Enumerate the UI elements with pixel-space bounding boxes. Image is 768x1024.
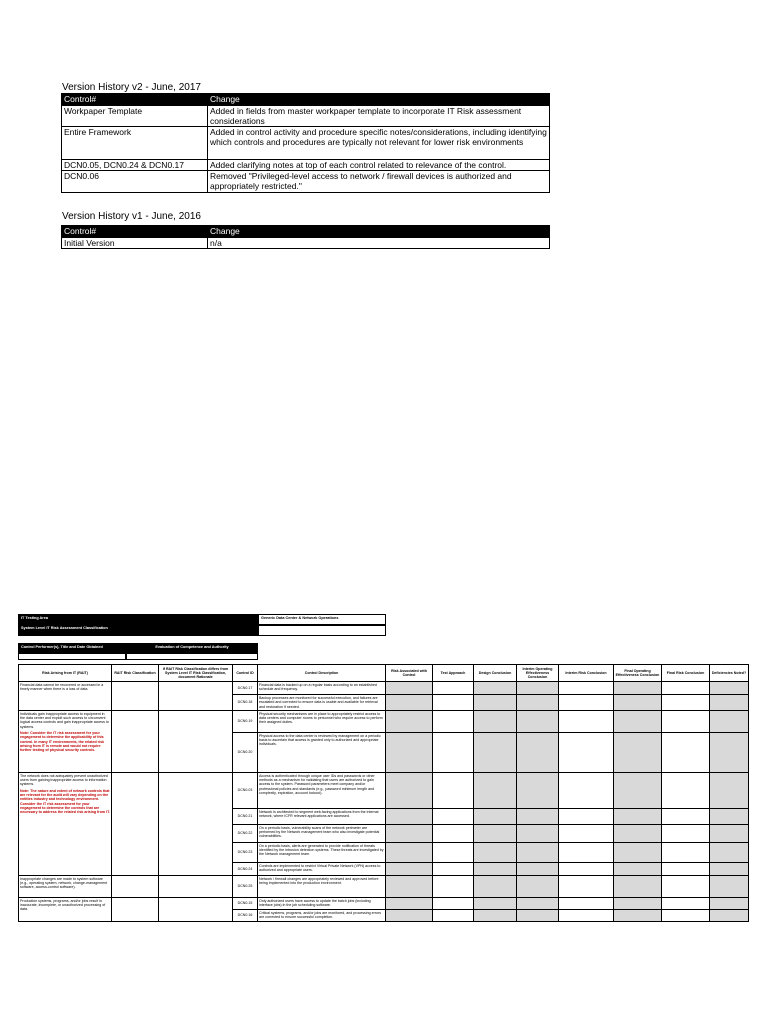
control-cell: DCN0.06 — [62, 171, 208, 193]
table-row — [19, 897, 749, 909]
result-cell — [559, 909, 614, 921]
result-cell — [662, 808, 710, 824]
rait-class-cell — [112, 897, 159, 921]
result-cell — [474, 682, 517, 695]
result-cell — [559, 862, 614, 875]
result-cell — [433, 909, 474, 921]
result-cell — [614, 824, 662, 842]
result-cell — [474, 710, 517, 732]
table-row — [19, 710, 749, 732]
change-cell: Added in fields from master workpaper template to incorporate IT Risk assessment considerations — [208, 106, 550, 127]
control-id: DCN0.25 — [233, 875, 258, 897]
result-cell — [517, 875, 559, 897]
result-cell — [517, 695, 559, 711]
control-id: DCN0.20 — [233, 732, 258, 772]
result-cell — [433, 842, 474, 862]
result-cell — [433, 710, 474, 732]
control-desc: Critical systems, programs, and/or jobs are monitored, and processing errors are corrected to ensure successful completion. — [258, 909, 386, 921]
result-cell — [614, 897, 662, 909]
result-cell — [386, 682, 433, 695]
column-header: Interim Operating Effectiveness Conclusion — [517, 665, 559, 682]
control-id: DCN0.15 — [233, 897, 258, 909]
result-cell — [386, 772, 433, 808]
result-cell — [559, 732, 614, 772]
rait-class-cell — [112, 682, 159, 711]
control-cell: Initial Version — [62, 238, 208, 249]
column-header: Risk Arising from IT (RAIT) — [19, 665, 112, 682]
result-cell — [614, 909, 662, 921]
result-cell — [614, 842, 662, 862]
result-cell — [710, 824, 749, 842]
rait-class-cell — [112, 772, 159, 875]
column-header: Control ID — [233, 665, 258, 682]
result-cell — [386, 732, 433, 772]
result-cell — [662, 875, 710, 897]
table-header-row — [62, 94, 550, 106]
table-row — [62, 171, 550, 193]
result-cell — [474, 909, 517, 921]
control-cell: DCN0.05, DCN0.24 & DCN0.17 — [62, 160, 208, 171]
risk-cell: Production systems, programs, and/or jobs result in inaccurate, incomplete, or unauthorized processing of data. — [19, 897, 112, 921]
control-desc: Access is authenticated through unique user IDs and passwords or other methods as a mechanism for validating that users are authorized to gain access to the system. Password parameters meet company and/or professional policies and standards (e.g., password minimum length and complexity, expiration, account lockout). — [258, 772, 386, 808]
control-desc: On a periodic basis, vulnerability scans of the network perimeter are performed by the Network management team who also investigate potential vulnerabilities. — [258, 824, 386, 842]
result-cell — [662, 842, 710, 862]
result-cell — [386, 808, 433, 824]
result-cell — [559, 842, 614, 862]
classification-value — [258, 625, 386, 636]
result-cell — [614, 710, 662, 732]
column-header: Risk Associated with Control — [386, 665, 433, 682]
result-cell — [517, 897, 559, 909]
control-id: DCN0.16 — [233, 909, 258, 921]
result-cell — [710, 808, 749, 824]
result-cell — [614, 682, 662, 695]
result-cell — [559, 875, 614, 897]
control-desc: Backup processes are monitored for successful execution, and failures are escalated and corrected to ensure data is usable and available for retrieval and restoration if needed. — [258, 695, 386, 711]
result-cell — [710, 710, 749, 732]
result-cell — [517, 710, 559, 732]
area-value: Generic Data Center & Network Operations — [258, 614, 386, 625]
result-cell — [433, 695, 474, 711]
result-cell — [662, 862, 710, 875]
it-testing-area-block — [18, 614, 258, 636]
result-cell — [386, 824, 433, 842]
control-desc: Network / firewall changes are appropriately reviewed and approved before being implemented into the production environment. — [258, 875, 386, 897]
result-cell — [517, 808, 559, 824]
change-header: Change — [208, 94, 550, 106]
table-row — [62, 238, 550, 249]
result-cell — [559, 772, 614, 808]
control-desc: On a periodic basis, alerts are generated to provide notification of threats identified by the intrusion detection systems. These threats are investigated by the Network management team. — [258, 842, 386, 862]
result-cell — [710, 772, 749, 808]
result-cell — [433, 808, 474, 824]
rationale-cell — [159, 772, 233, 875]
column-header: Design Conclusion — [474, 665, 517, 682]
control-performer-value — [18, 653, 126, 660]
result-cell — [517, 682, 559, 695]
result-cell — [517, 862, 559, 875]
version-history-v1-title: Version History v1 - June, 2016 — [62, 211, 201, 222]
column-header: Control Description — [258, 665, 386, 682]
table-row — [19, 875, 749, 897]
result-cell — [517, 909, 559, 921]
table-header-row — [62, 226, 550, 238]
result-cell — [614, 875, 662, 897]
result-cell — [559, 808, 614, 824]
result-cell — [710, 875, 749, 897]
result-cell — [474, 808, 517, 824]
result-cell — [433, 824, 474, 842]
result-cell — [614, 732, 662, 772]
result-cell — [614, 772, 662, 808]
result-cell — [474, 842, 517, 862]
column-header: Final Risk Conclusion — [662, 665, 710, 682]
result-cell — [386, 875, 433, 897]
control-id: DCN0.22 — [233, 824, 258, 842]
control-desc: Financial data is backed up on a regular basis according to an established schedule and frequency. — [258, 682, 386, 695]
result-cell — [614, 695, 662, 711]
result-cell — [662, 732, 710, 772]
result-cell — [662, 824, 710, 842]
rationale-cell — [159, 875, 233, 897]
control-id: DCN0.17 — [233, 682, 258, 695]
result-cell — [433, 862, 474, 875]
result-cell — [559, 682, 614, 695]
result-cell — [474, 695, 517, 711]
evaluation-value — [126, 653, 258, 660]
evaluation-label: Evaluation of Competence and Authority — [126, 643, 258, 653]
result-cell — [386, 710, 433, 732]
risk-cell: Individuals gain inappropriate access to equipment in the data center and exploit such access to circumvent logical access controls and gain inappropriate access to systems. Note: Consider the IT risk assessment for your engagement to determine the applicability of this control. In many IT environments, the related risk arising from IT is remote and would not require further testing of physical security controls. — [19, 710, 112, 772]
control-id: DCN0.19 — [233, 710, 258, 732]
control-desc: Network is architected to segment web-facing applications from the internal network, where ICFR relevant applications are accessed. — [258, 808, 386, 824]
result-cell — [474, 875, 517, 897]
result-cell — [710, 682, 749, 695]
control-header: Control# — [62, 226, 208, 238]
result-cell — [614, 862, 662, 875]
column-header: Final Operating Effectiveness Conclusion — [614, 665, 662, 682]
result-cell — [433, 897, 474, 909]
control-cell: Workpaper Template — [62, 106, 208, 127]
result-cell — [386, 909, 433, 921]
control-desc: Physical access to the data center is reviewed by management on a periodic basis to ascertain that access is granted only to authorized and appropriate individuals. — [258, 732, 386, 772]
result-cell — [662, 897, 710, 909]
result-cell — [710, 909, 749, 921]
column-header: Interim Risk Conclusion — [559, 665, 614, 682]
result-cell — [710, 862, 749, 875]
result-cell — [386, 897, 433, 909]
result-cell — [662, 909, 710, 921]
table-row — [62, 106, 550, 127]
table-row — [62, 127, 550, 160]
version-history-v1-table — [61, 225, 550, 249]
rationale-cell — [159, 897, 233, 921]
result-cell — [559, 695, 614, 711]
rait-class-cell — [112, 710, 159, 772]
change-cell: Removed "Privileged-level access to network / firewall devices is authorized and appropriately restricted." — [208, 171, 550, 193]
control-cell: Entire Framework — [62, 127, 208, 160]
result-cell — [386, 862, 433, 875]
table-header-row — [19, 665, 749, 682]
result-cell — [710, 695, 749, 711]
result-cell — [474, 732, 517, 772]
risk-cell: Financial data cannot be recovered or accessed in a timely manner when there is a loss of data. — [19, 682, 112, 711]
result-cell — [710, 897, 749, 909]
result-cell — [433, 875, 474, 897]
rationale-cell — [159, 710, 233, 772]
control-desc: Controls are implemented to restrict Virtual Private Network (VPN) access to authorized and appropriate users. — [258, 862, 386, 875]
result-cell — [386, 695, 433, 711]
column-header: Deficiencies Noted? — [710, 665, 749, 682]
control-header: Control# — [62, 94, 208, 106]
table-row — [62, 160, 550, 171]
rait-control-table — [18, 664, 749, 922]
result-cell — [559, 897, 614, 909]
result-cell — [559, 710, 614, 732]
it-testing-area-label: IT Testing Area — [21, 616, 49, 620]
result-cell — [662, 710, 710, 732]
result-cell — [386, 842, 433, 862]
version-history-v2-title: Version History v2 - June, 2017 — [62, 82, 201, 93]
change-cell: n/a — [208, 238, 550, 249]
result-cell — [474, 824, 517, 842]
result-cell — [662, 695, 710, 711]
result-cell — [662, 682, 710, 695]
rationale-cell — [159, 682, 233, 711]
version-history-v2-table — [61, 93, 550, 193]
control-id: DCN0.23 — [233, 842, 258, 862]
table-row — [19, 772, 749, 808]
result-cell — [710, 732, 749, 772]
result-cell — [433, 682, 474, 695]
result-cell — [474, 772, 517, 808]
change-cell: Added in control activity and procedure specific notes/considerations, including identifying which controls and procedures are typically not relevant for lower risk environments — [208, 127, 550, 160]
change-cell: Added clarifying notes at top of each control related to relevance of the control. — [208, 160, 550, 171]
change-header: Change — [208, 226, 550, 238]
risk-cell: Inappropriate changes are made to system software (e.g., operating system, network, change-management software, access-control software). — [19, 875, 112, 897]
control-id: DCN0.24 — [233, 862, 258, 875]
column-header: If RAIT Risk Classification differs from System Level IT Risk Classification, document Rationale — [159, 665, 233, 682]
result-cell — [517, 842, 559, 862]
result-cell — [662, 772, 710, 808]
rait-class-cell — [112, 875, 159, 897]
column-header: RAIT Risk Classification — [112, 665, 159, 682]
system-level-label: System Level IT Risk Assessment Classification — [21, 626, 108, 630]
result-cell — [433, 772, 474, 808]
column-header: Test Approach — [433, 665, 474, 682]
result-cell — [517, 732, 559, 772]
result-cell — [474, 897, 517, 909]
result-cell — [614, 808, 662, 824]
control-id: DCN0.03 — [233, 772, 258, 808]
table-row — [19, 682, 749, 695]
result-cell — [517, 824, 559, 842]
control-id: DCN0.21 — [233, 808, 258, 824]
result-cell — [517, 772, 559, 808]
result-cell — [559, 824, 614, 842]
control-desc: Physical security mechanisms are in place to appropriately restrict access to data centers and computer rooms to personnel who require access to perform their assigned duties. — [258, 710, 386, 732]
result-cell — [433, 732, 474, 772]
control-id: DCN0.18 — [233, 695, 258, 711]
risk-cell: The network does not adequately prevent unauthorized users from gaining inappropriate access to information systems. Note: The nature and extent of network controls that are relevant for the audit will vary depending on the entities industry and technology environment. Consider the IT risk assessment for your engagement to determine the controls that are necessary to address the related risk arising from IT. — [19, 772, 112, 875]
control-performer-label: Control Performer(s), Title and Date Obtained — [18, 643, 126, 653]
result-cell — [710, 842, 749, 862]
control-desc: Only authorized users have access to update the batch jobs (including interface jobs) in the job scheduling software. — [258, 897, 386, 909]
result-cell — [474, 862, 517, 875]
